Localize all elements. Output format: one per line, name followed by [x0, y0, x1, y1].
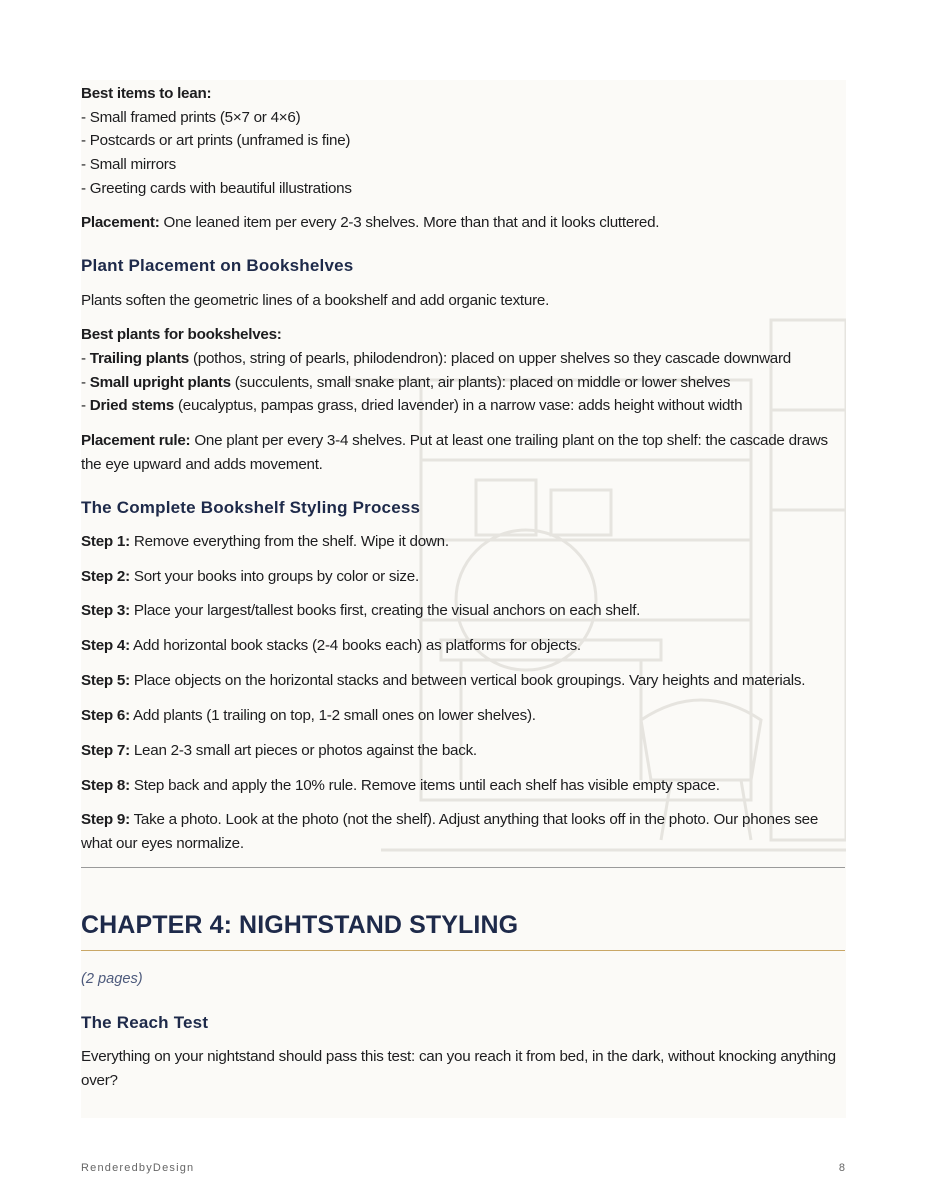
list-item: - Small framed prints (5×7 or 4×6) [81, 109, 301, 126]
list-item: - Postcards or art prints (unframed is fine) [81, 132, 351, 149]
list-item: - Greeting cards with beautiful illustrations [81, 180, 352, 197]
process-step: Step 5: Place objects on the horizontal stacks and between vertical book groupings. Vary heights and materials. [81, 672, 806, 689]
process-heading: The Complete Bookshelf Styling Process [81, 498, 421, 517]
process-step: Step 8: Step back and apply the 10% rule. Remove items until each shelf has visible empty space. [81, 777, 720, 794]
process-step: Step 4: Add horizontal book stacks (2-4 books each) as platforms for objects. [81, 637, 581, 654]
list-item: - Dried stems (eucalyptus, pampas grass, dried lavender) in a narrow vase: adds height without width [81, 397, 743, 414]
reach-test-heading: The Reach Test [81, 1013, 209, 1032]
plants-placement-rule: Placement rule: One plant per every 3-4 shelves. Put at least one trailing plant on the top shelf: the cascade draws the eye upward and adds movement. [81, 432, 828, 473]
lean-placement: Placement: One leaned item per every 2-3 shelves. More than that and it looks cluttered. [81, 214, 660, 231]
reach-test-text: Everything on your nightstand should pass this test: can you reach it from bed, in the dark, without knocking anything over? [81, 1048, 836, 1089]
process-step: Step 9: Take a photo. Look at the photo (not the shelf). Adjust anything that looks off in the photo. Our phones see what our eyes normalize. [81, 811, 819, 852]
plants-list-heading: Best plants for bookshelves: [81, 326, 282, 343]
plants-heading: Plant Placement on Bookshelves [81, 256, 354, 275]
process-step: Step 3: Place your largest/tallest books first, creating the visual anchors on each shelf. [81, 602, 641, 619]
chapter-page-note: (2 pages) [81, 971, 143, 987]
chapter-title-underline [81, 950, 845, 951]
list-item: - Small upright plants (succulents, small snake plant, air plants): placed on middle or lower shelves [81, 374, 731, 391]
process-step: Step 2: Sort your books into groups by color or size. [81, 568, 419, 585]
process-step: Step 1: Remove everything from the shelf. Wipe it down. [81, 533, 449, 550]
page-number: 8 [838, 1162, 845, 1174]
list-item: - Trailing plants (pothos, string of pearls, philodendron): placed on upper shelves so they cascade downward [81, 350, 791, 367]
lean-heading: Best items to lean: [81, 85, 212, 102]
chapter-title: CHAPTER 4: NIGHTSTAND STYLING [81, 911, 519, 939]
list-item: - Small mirrors [81, 156, 176, 173]
section-divider [81, 867, 845, 868]
plants-intro: Plants soften the geometric lines of a bookshelf and add organic texture. [81, 292, 550, 309]
process-step: Step 6: Add plants (1 trailing on top, 1-2 small ones on lower shelves). [81, 707, 536, 724]
footer-brand: RenderedbyDesign [81, 1162, 195, 1174]
process-step: Step 7: Lean 2-3 small art pieces or photos against the back. [81, 742, 477, 759]
